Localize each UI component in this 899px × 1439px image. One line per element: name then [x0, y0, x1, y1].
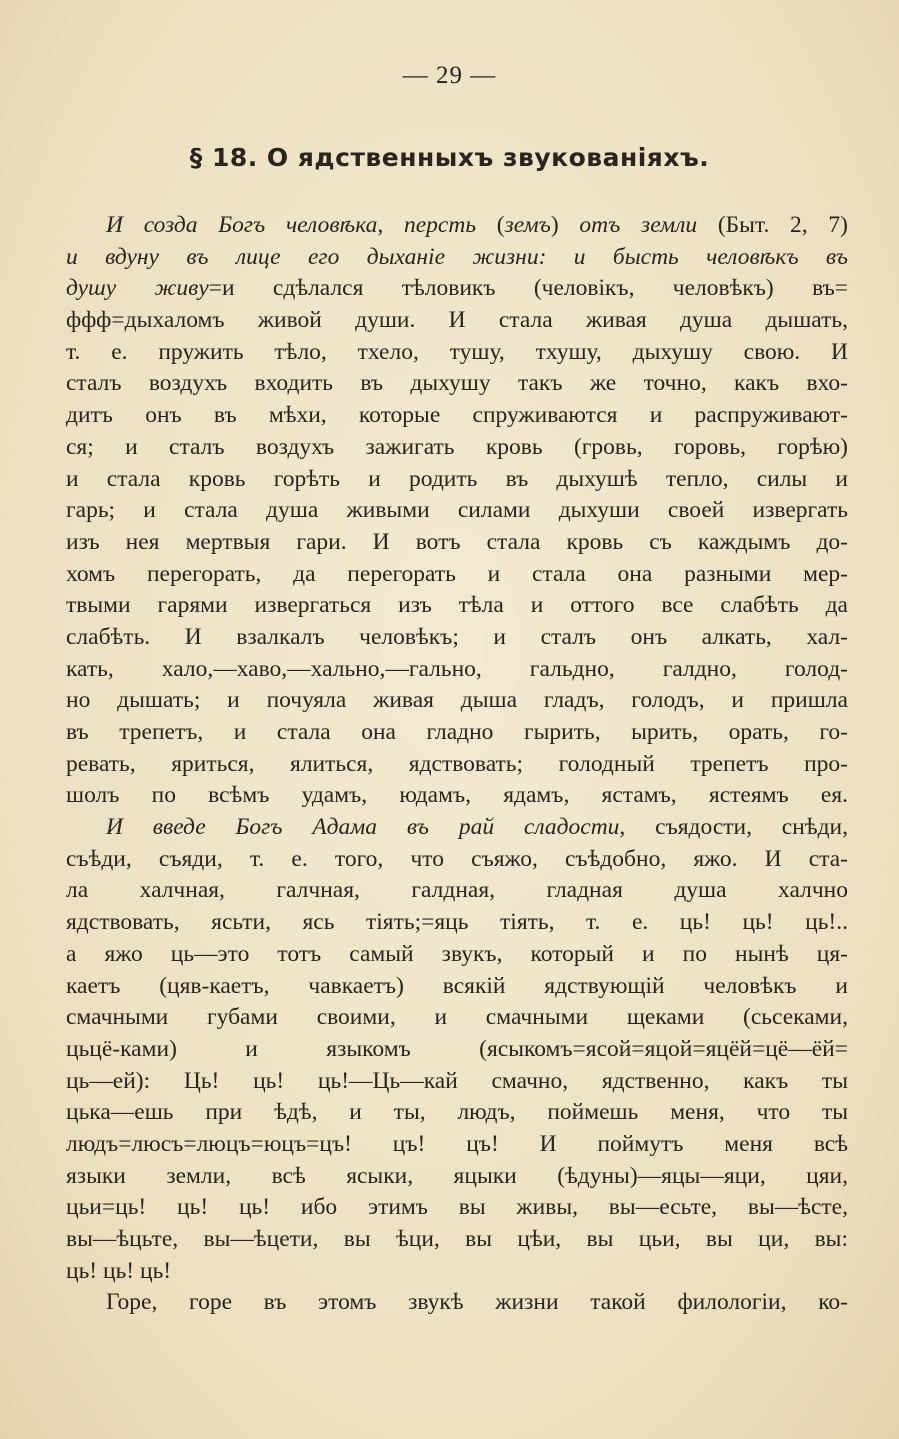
text-line — [66, 717, 848, 749]
text-line — [66, 464, 848, 496]
text-line — [66, 305, 848, 337]
text-line — [66, 971, 848, 1003]
text-line — [66, 1002, 848, 1034]
text-segment: цьи=ць! ць! ць! ибо этимъ вы живы, вы—есьте, вы—ѣсте, — [66, 1194, 848, 1221]
italic-quote: земъ — [504, 212, 551, 238]
text-line — [66, 1224, 848, 1256]
text-segment: ревать, яриться, ялиться, ядствовать; голодный трепетъ про- — [66, 750, 848, 777]
text-segment: кать, хало,—хаво,—хально,—гально, гальдно, галдно, голод- — [66, 655, 848, 682]
text-line — [66, 1129, 848, 1161]
text-segment: ядствовать, ясьти, ясь тiять;=яць тiять, т. е. ць! ць! ць!.. — [66, 909, 848, 936]
text-line — [66, 654, 848, 686]
text-segment: смачными губами своими, и смачными щеками (сьсеками, — [66, 1004, 848, 1031]
text-line — [66, 1097, 848, 1129]
text-segment: ць! ць! ць! — [66, 1257, 172, 1284]
text-segment: дитъ онъ въ мѣхи, которые спруживаются и распруживают- — [66, 402, 848, 429]
text-line — [66, 1161, 848, 1193]
text-line — [66, 1256, 848, 1288]
text-segment: т. е. пружить тѣло, тхело, тушу, тхушу, дыхушу свою. И — [66, 338, 848, 365]
text-line — [66, 1287, 848, 1319]
text-segment: Горе, горе въ этомъ звукѣ жизни такой филологiи, ко- — [106, 1289, 848, 1316]
text-segment: ла халчная, галчная, галдная, гладная душа халчно — [66, 877, 848, 904]
italic-quote: отъ земли — [579, 212, 698, 238]
text-segment: людъ=люсъ=люцъ=юцъ=цъ! цъ! цъ! И поймутъ меня всѣ — [66, 1130, 848, 1157]
text-line — [66, 749, 848, 781]
text-segment: ) — [550, 212, 580, 238]
text-line — [66, 432, 848, 464]
text-line — [66, 844, 848, 876]
text-segment: цька—ешь при ѣдѣ, и ты, людъ, поймешь меня, что ты — [66, 1099, 848, 1126]
text-line — [66, 875, 848, 907]
text-segment: языки земли, всѣ ясыки, яцыки (ѣдуны)—яцы—яци, цяи, — [66, 1162, 848, 1189]
text-segment: каетъ (цяв-каетъ, чавкаетъ) всякiй ядствующiй человѣкъ и — [66, 972, 848, 999]
italic-quote: душу живу — [66, 275, 209, 302]
italic-quote: И введе Богъ Адама въ рай сладости — [106, 814, 620, 841]
text-segment: а яжо ць—это тотъ самый звукъ, который и по нынѣ ця- — [66, 940, 848, 967]
body-text — [66, 210, 848, 1319]
text-line — [66, 780, 848, 812]
text-segment: вы—ѣцьте, вы—ѣцети, вы ѣци, вы цѣи, вы цьи, вы ци, вы: — [66, 1226, 848, 1252]
text-segment: ( — [476, 212, 505, 238]
text-line — [66, 527, 848, 559]
text-line — [66, 622, 848, 654]
text-segment: шолъ по всѣмъ удамъ, юдамъ, ядамъ, ястамъ, ястеямъ ея. — [66, 782, 848, 809]
text-line — [66, 368, 848, 400]
text-segment: слабѣть. И взалкалъ человѣкъ; и сталъ онъ алкать, хал- — [66, 623, 848, 650]
text-segment: ць—ей): Ць! ць! ць!—Ць—кай смачно, ядственно, какъ ты — [66, 1067, 848, 1094]
italic-quote: и вдуну въ лице его дыханiе жизни: и бысть человѣкъ въ — [66, 243, 848, 270]
text-line — [66, 210, 848, 242]
text-segment: (Быт. 2, 7) — [697, 212, 848, 238]
page-number: — 29 — — [402, 62, 497, 89]
text-segment: сталъ воздухъ входить въ дыхушу такъ же точно, какъ вхо- — [66, 370, 848, 397]
text-line — [66, 559, 848, 591]
text-segment: хомъ перегорать, да перегорать и стала она разными мер- — [66, 560, 848, 587]
italic-quote: И созда Богъ человѣка — [106, 212, 378, 238]
text-line — [66, 337, 848, 369]
text-segment: но дышать; и почуяла живая дыша гладъ, голодъ, и пришла — [66, 687, 848, 714]
text-line — [66, 812, 848, 844]
text-line — [66, 273, 848, 305]
text-line — [66, 495, 848, 527]
text-segment: твыми гарями извергаться изъ тѣла и оттого все слабѣть да — [66, 592, 848, 619]
text-segment: ффф=дыхаломъ живой души. И стала живая душа дышать, — [66, 307, 848, 334]
text-line — [66, 1066, 848, 1098]
italic-quote: персть — [403, 212, 477, 238]
text-line — [66, 242, 848, 274]
text-segment: , съядости, снѣди, — [619, 814, 848, 841]
text-line — [66, 590, 848, 622]
text-segment: цьцё-ками) и языкомъ (ясыкомъ=ясой=яцой=яцёй=цё—ёй= — [66, 1035, 848, 1062]
text-line — [66, 1192, 848, 1224]
text-line — [66, 1034, 848, 1066]
text-segment: въ трепетъ, и стала она гладно гырить, ырить, орать, го- — [66, 719, 848, 745]
text-line — [66, 685, 848, 717]
text-line — [66, 939, 848, 971]
text-segment: =и сдѣлался тѣловикъ (человiкъ, человѣкъ) въ= — [208, 275, 848, 302]
text-segment: изъ нея мертвыя гари. И вотъ стала кровь съ каждымъ до- — [66, 528, 848, 555]
text-segment: и стала кровь горѣть и родить въ дыхушѣ тепло, силы и — [66, 465, 848, 492]
text-segment: ся; и сталъ воздухъ зажигать кровь (гровь, горовь, горѣю) — [66, 433, 848, 460]
text-segment: съѣди, съяди, т. е. того, что съяжо, съѣдобно, яжо. И ста- — [66, 845, 848, 872]
section-heading: § 18. О ядственныхъ звукованiяхъ. — [189, 143, 710, 172]
text-segment: , — [377, 212, 404, 238]
text-line — [66, 907, 848, 939]
text-line — [66, 400, 848, 432]
text-segment: гарь; и стала душа живыми силами дыхуши своей извергать — [66, 497, 848, 524]
